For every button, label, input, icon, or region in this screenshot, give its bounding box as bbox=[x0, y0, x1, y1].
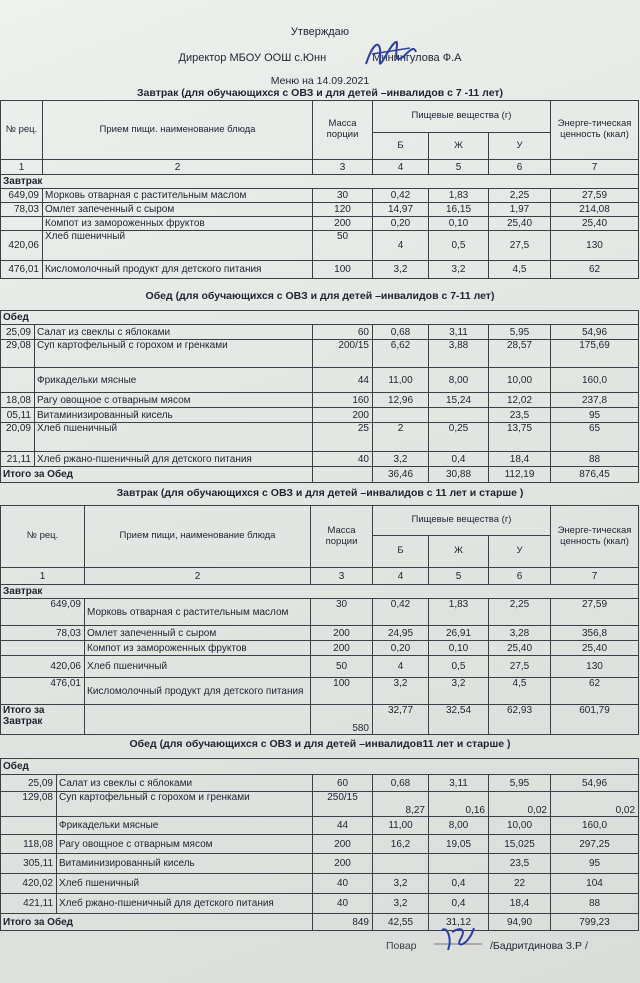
dish-name: Омлет запеченный с сыром bbox=[43, 203, 313, 217]
carbs: 27,5 bbox=[489, 231, 551, 261]
fat: 3,11 bbox=[429, 325, 489, 340]
idx-cell: 6 bbox=[489, 160, 551, 175]
carbs: 4,5 bbox=[489, 261, 551, 279]
col-dish: Прием пищи, наименование блюда bbox=[85, 506, 311, 568]
table-row bbox=[1, 189, 639, 203]
recipe-num: 21,11 bbox=[1, 452, 35, 467]
recipe-num: 420,06 bbox=[1, 656, 85, 678]
carbs: 18,4 bbox=[489, 894, 551, 914]
protein: 4 bbox=[373, 231, 429, 261]
idx-cell: 2 bbox=[85, 568, 311, 585]
dish-name: Салат из свеклы с яблоками bbox=[57, 775, 313, 792]
col-energy: Энерге-тическая ценность (ккал) bbox=[551, 101, 639, 160]
dish-name: Рагу овощное с отварным мясом bbox=[35, 393, 313, 408]
lunch-7-11-title: Обед (для обучающихся с ОВЗ и для детей –инвалидов с 7-11 лет) bbox=[145, 290, 495, 302]
protein bbox=[373, 408, 429, 423]
recipe-num: 18,08 bbox=[1, 393, 35, 408]
idx-cell: 2 bbox=[43, 160, 313, 175]
energy: 876,45 bbox=[551, 467, 639, 483]
recipe-num: 129,08 bbox=[1, 792, 57, 817]
mass: 200 bbox=[313, 408, 373, 423]
recipe-num: 305,11 bbox=[1, 854, 57, 874]
fat: 0,16 bbox=[429, 792, 489, 817]
mass: 160 bbox=[313, 393, 373, 408]
mass: 580 bbox=[311, 705, 373, 735]
recipe-num: 25,09 bbox=[1, 775, 57, 792]
recipe-num: 05,11 bbox=[1, 408, 35, 423]
table-row bbox=[1, 231, 639, 261]
fat: 1,83 bbox=[429, 189, 489, 203]
total-label: Итого за Завтрак bbox=[1, 705, 85, 735]
lunch-11plus-title: Обед (для обучающихся с ОВЗ и для детей –инвалидов11 лет и старше ) bbox=[129, 738, 511, 750]
energy: 130 bbox=[551, 231, 639, 261]
fat: 3,2 bbox=[429, 261, 489, 279]
recipe-num bbox=[1, 641, 85, 656]
breakfast-11plus-table bbox=[0, 505, 639, 735]
dish-name: Витаминизированный кисель bbox=[57, 854, 313, 874]
mass: 40 bbox=[313, 452, 373, 467]
protein: 0,20 bbox=[373, 217, 429, 231]
carbs: 25,40 bbox=[489, 641, 551, 656]
carbs: 4,5 bbox=[489, 678, 551, 705]
mass: 100 bbox=[313, 261, 373, 279]
idx-cell: 5 bbox=[429, 160, 489, 175]
recipe-num: 25,09 bbox=[1, 325, 35, 340]
mass: 200 bbox=[313, 217, 373, 231]
mass: 200 bbox=[311, 626, 373, 641]
recipe-num: 476,01 bbox=[1, 678, 85, 705]
carbs: 10,00 bbox=[489, 817, 551, 835]
table-row bbox=[1, 599, 639, 626]
table-row bbox=[1, 678, 639, 705]
dish-name: Рагу овощное с отварным мясом bbox=[57, 835, 313, 854]
protein: 3,2 bbox=[373, 678, 429, 705]
protein: 16,2 bbox=[373, 835, 429, 854]
menu-date: Меню на 14.09.2021 bbox=[270, 75, 370, 87]
mass: 50 bbox=[313, 231, 373, 261]
recipe-num: 20,09 bbox=[1, 423, 35, 452]
carbs: 27,5 bbox=[489, 656, 551, 678]
mass: 200/15 bbox=[313, 340, 373, 368]
recipe-num: 420,02 bbox=[1, 874, 57, 894]
fat: 0,4 bbox=[429, 874, 489, 894]
section-label: Завтрак bbox=[1, 175, 639, 189]
table-row bbox=[1, 817, 639, 835]
table-row bbox=[1, 835, 639, 854]
protein: 4 bbox=[373, 656, 429, 678]
table-row bbox=[1, 641, 639, 656]
energy: 237,8 bbox=[551, 393, 639, 408]
table-row bbox=[1, 894, 639, 914]
table-row bbox=[1, 792, 639, 817]
cook-name: /Бадритдинова З.Р / bbox=[490, 940, 588, 952]
protein: 12,96 bbox=[373, 393, 429, 408]
idx-cell: 6 bbox=[489, 568, 551, 585]
mass: 50 bbox=[311, 656, 373, 678]
energy: 88 bbox=[551, 452, 639, 467]
recipe-num: 78,03 bbox=[1, 203, 43, 217]
protein: 0,42 bbox=[373, 599, 429, 626]
idx-cell: 3 bbox=[311, 568, 373, 585]
table-row bbox=[1, 217, 639, 231]
mass: 120 bbox=[313, 203, 373, 217]
dish-name: Омлет запеченный с сыром bbox=[85, 626, 311, 641]
table-row bbox=[1, 656, 639, 678]
carbs: 5,95 bbox=[489, 325, 551, 340]
table-row bbox=[1, 325, 639, 340]
carbs: 25,40 bbox=[489, 217, 551, 231]
fat: 0,10 bbox=[429, 641, 489, 656]
dish-name: Хлеб пшеничный bbox=[35, 423, 313, 452]
carbs: 23,5 bbox=[489, 854, 551, 874]
col-num: № рец. bbox=[1, 101, 43, 160]
table-row bbox=[1, 340, 639, 368]
fat bbox=[429, 854, 489, 874]
carbs: 62,93 bbox=[489, 705, 551, 735]
dish-name: Салат из свеклы с яблоками bbox=[35, 325, 313, 340]
protein: 2 bbox=[373, 423, 429, 452]
fat: 32,54 bbox=[429, 705, 489, 735]
col-dish: Прием пищи. наименование блюда bbox=[43, 101, 313, 160]
fat: 0,5 bbox=[429, 231, 489, 261]
total-label: Итого за Обед bbox=[1, 467, 313, 483]
energy: 175,69 bbox=[551, 340, 639, 368]
idx-cell: 7 bbox=[551, 160, 639, 175]
energy: 95 bbox=[551, 408, 639, 423]
carbs: 112,19 bbox=[489, 467, 551, 483]
fat: 1,83 bbox=[429, 599, 489, 626]
energy: 160,0 bbox=[551, 368, 639, 393]
fat: 15,24 bbox=[429, 393, 489, 408]
mass: 60 bbox=[313, 775, 373, 792]
carbs: 23,5 bbox=[489, 408, 551, 423]
section-label: Обед bbox=[1, 759, 639, 775]
mass: 849 bbox=[313, 914, 373, 931]
carbs: 10,00 bbox=[489, 368, 551, 393]
col-u: У bbox=[489, 536, 551, 568]
mass: 200 bbox=[313, 835, 373, 854]
protein bbox=[373, 854, 429, 874]
protein: 24,95 bbox=[373, 626, 429, 641]
dish-name: Витаминизированный кисель bbox=[35, 408, 313, 423]
idx-cell: 1 bbox=[1, 568, 85, 585]
energy: 104 bbox=[551, 874, 639, 894]
idx-cell: 4 bbox=[373, 568, 429, 585]
table-row bbox=[1, 393, 639, 408]
col-u: У bbox=[489, 133, 551, 160]
recipe-num: 420,06 bbox=[1, 231, 43, 261]
carbs: 94,90 bbox=[489, 914, 551, 931]
energy: 62 bbox=[551, 678, 639, 705]
protein: 0,20 bbox=[373, 641, 429, 656]
protein: 0,68 bbox=[373, 325, 429, 340]
energy: 88 bbox=[551, 894, 639, 914]
protein: 0,68 bbox=[373, 775, 429, 792]
idx-cell: 7 bbox=[551, 568, 639, 585]
carbs: 18,4 bbox=[489, 452, 551, 467]
recipe-num: 649,09 bbox=[1, 599, 85, 626]
fat: 8,00 bbox=[429, 368, 489, 393]
total-row bbox=[1, 914, 639, 931]
dish-name: Суп картофельный с горохом и гренками bbox=[35, 340, 313, 368]
dish-name: Фрикадельки мясные bbox=[57, 817, 313, 835]
recipe-num bbox=[1, 217, 43, 231]
col-b: Б bbox=[373, 133, 429, 160]
col-zh: Ж bbox=[429, 133, 489, 160]
energy: 95 bbox=[551, 854, 639, 874]
mass: 44 bbox=[313, 368, 373, 393]
col-num: № рец. bbox=[1, 506, 85, 568]
director-name: Минингулова Ф.А bbox=[372, 52, 462, 64]
dish-name: Кисломолочный продукт для детского питания bbox=[43, 261, 313, 279]
dish-name: Хлеб пшеничный bbox=[85, 656, 311, 678]
fat: 26,91 bbox=[429, 626, 489, 641]
approve-text: Утверждаю bbox=[290, 26, 350, 38]
cook-signature bbox=[428, 920, 490, 954]
energy: 0,02 bbox=[551, 792, 639, 817]
dish-name: Морковь отварная с растительным маслом bbox=[43, 189, 313, 203]
recipe-num: 78,03 bbox=[1, 626, 85, 641]
section-label: Обед bbox=[1, 311, 639, 325]
mass: 40 bbox=[313, 894, 373, 914]
carbs: 0,02 bbox=[489, 792, 551, 817]
section-label: Завтрак bbox=[1, 585, 639, 599]
table-row bbox=[1, 203, 639, 217]
mass: 30 bbox=[313, 189, 373, 203]
col-b: Б bbox=[373, 536, 429, 568]
carbs: 2,25 bbox=[489, 189, 551, 203]
carbs: 3,28 bbox=[489, 626, 551, 641]
fat: 3,11 bbox=[429, 775, 489, 792]
protein: 0,42 bbox=[373, 189, 429, 203]
dish-name: Фрикадельки мясные bbox=[35, 368, 313, 393]
table-row bbox=[1, 626, 639, 641]
table-row bbox=[1, 261, 639, 279]
energy: 25,40 bbox=[551, 641, 639, 656]
protein: 42,55 bbox=[373, 914, 429, 931]
protein: 8,27 bbox=[373, 792, 429, 817]
dish-name: Хлеб пшеничный bbox=[57, 874, 313, 894]
fat: 3,88 bbox=[429, 340, 489, 368]
table-row bbox=[1, 423, 639, 452]
energy: 65 bbox=[551, 423, 639, 452]
carbs: 13,75 bbox=[489, 423, 551, 452]
mass: 250/15 bbox=[313, 792, 373, 817]
fat: 3,2 bbox=[429, 678, 489, 705]
recipe-num: 29,08 bbox=[1, 340, 35, 368]
energy: 214,08 bbox=[551, 203, 639, 217]
fat: 0,25 bbox=[429, 423, 489, 452]
col-nutrients: Пищевые вещества (г) bbox=[373, 101, 551, 133]
recipe-num: 118,08 bbox=[1, 835, 57, 854]
breakfast-7-11-table bbox=[0, 100, 639, 279]
cook-label: Повар bbox=[386, 940, 417, 952]
protein: 3,2 bbox=[373, 261, 429, 279]
energy: 62 bbox=[551, 261, 639, 279]
table-row bbox=[1, 874, 639, 894]
carbs: 12,02 bbox=[489, 393, 551, 408]
carbs: 2,25 bbox=[489, 599, 551, 626]
energy: 54,96 bbox=[551, 325, 639, 340]
mass: 40 bbox=[313, 874, 373, 894]
table-row bbox=[1, 408, 639, 423]
mass: 60 bbox=[313, 325, 373, 340]
mass: 100 bbox=[311, 678, 373, 705]
recipe-num: 476,01 bbox=[1, 261, 43, 279]
total-row bbox=[1, 705, 639, 735]
dish-name: Хлеб ржано-пшеничный для детского питания bbox=[57, 894, 313, 914]
fat: 0,10 bbox=[429, 217, 489, 231]
lunch-11plus-table bbox=[0, 758, 639, 931]
col-nutrients: Пищевые вещества (г) bbox=[373, 506, 551, 536]
director-line bbox=[0, 52, 640, 64]
mass: 25 bbox=[313, 423, 373, 452]
breakfast-11plus-title: Завтрак (для обучающихся с ОВЗ и для детей –инвалидов с 11 лет и старше ) bbox=[116, 487, 524, 499]
fat: 0,4 bbox=[429, 452, 489, 467]
carbs: 15,025 bbox=[489, 835, 551, 854]
recipe-num: 649,09 bbox=[1, 189, 43, 203]
energy: 130 bbox=[551, 656, 639, 678]
breakfast-7-11-title: Завтрак (для обучающихся с ОВЗ и для детей –инвалидов с 7 -11 лет) bbox=[136, 87, 504, 99]
recipe-num bbox=[1, 368, 35, 393]
energy: 27,59 bbox=[551, 599, 639, 626]
fat: 0,5 bbox=[429, 656, 489, 678]
energy: 799,23 bbox=[551, 914, 639, 931]
idx-cell: 5 bbox=[429, 568, 489, 585]
lunch-7-11-table bbox=[0, 310, 639, 483]
fat: 0,4 bbox=[429, 894, 489, 914]
fat: 19,05 bbox=[429, 835, 489, 854]
energy: 54,96 bbox=[551, 775, 639, 792]
energy: 160,0 bbox=[551, 817, 639, 835]
table-row bbox=[1, 452, 639, 467]
table-row bbox=[1, 368, 639, 393]
protein: 36,46 bbox=[373, 467, 429, 483]
energy: 25,40 bbox=[551, 217, 639, 231]
dish-name: Хлеб ржано-пшеничный для детского питания bbox=[35, 452, 313, 467]
idx-cell: 4 bbox=[373, 160, 429, 175]
carbs: 28,57 bbox=[489, 340, 551, 368]
protein: 11,00 bbox=[373, 817, 429, 835]
director-signature bbox=[360, 34, 420, 78]
fat: 16,15 bbox=[429, 203, 489, 217]
protein: 3,2 bbox=[373, 874, 429, 894]
protein: 6,62 bbox=[373, 340, 429, 368]
protein: 32,77 bbox=[373, 705, 429, 735]
idx-cell: 3 bbox=[313, 160, 373, 175]
col-mass: Масса порции bbox=[311, 506, 373, 568]
protein: 3,2 bbox=[373, 452, 429, 467]
fat bbox=[429, 408, 489, 423]
recipe-num: 421,11 bbox=[1, 894, 57, 914]
carbs: 1,97 bbox=[489, 203, 551, 217]
mass: 200 bbox=[313, 854, 373, 874]
mass: 44 bbox=[313, 817, 373, 835]
dish-name: Компот из замороженных фруктов bbox=[85, 641, 311, 656]
protein: 3,2 bbox=[373, 894, 429, 914]
col-mass: Масса порции bbox=[313, 101, 373, 160]
carbs: 5,95 bbox=[489, 775, 551, 792]
protein: 14,97 bbox=[373, 203, 429, 217]
fat: 31,12 bbox=[429, 914, 489, 931]
energy: 297,25 bbox=[551, 835, 639, 854]
dish-name: Морковь отварная с растительным маслом bbox=[85, 599, 311, 626]
total-row bbox=[1, 467, 639, 483]
energy: 601,79 bbox=[551, 705, 639, 735]
table-row bbox=[1, 854, 639, 874]
col-energy: Энерге-тическая ценность (ккал) bbox=[551, 506, 639, 568]
dish-name: Компот из замороженных фруктов bbox=[43, 217, 313, 231]
energy: 27,59 bbox=[551, 189, 639, 203]
col-zh: Ж bbox=[429, 536, 489, 568]
recipe-num bbox=[1, 817, 57, 835]
energy: 356,8 bbox=[551, 626, 639, 641]
dish-name: Кисломолочный продукт для детского питания bbox=[85, 678, 311, 705]
fat: 8,00 bbox=[429, 817, 489, 835]
mass: 200 bbox=[311, 641, 373, 656]
dish-name: Суп картофельный с горохом и гренками bbox=[57, 792, 313, 817]
protein: 11,00 bbox=[373, 368, 429, 393]
table-row bbox=[1, 775, 639, 792]
dish-name: Хлеб пшеничный bbox=[43, 231, 313, 261]
fat: 30,88 bbox=[429, 467, 489, 483]
director-prefix: Директор МБОУ ООШ с.Юнн bbox=[178, 52, 327, 64]
total-label: Итого за Обед bbox=[1, 914, 313, 931]
carbs: 22 bbox=[489, 874, 551, 894]
idx-cell: 1 bbox=[1, 160, 43, 175]
mass: 30 bbox=[311, 599, 373, 626]
